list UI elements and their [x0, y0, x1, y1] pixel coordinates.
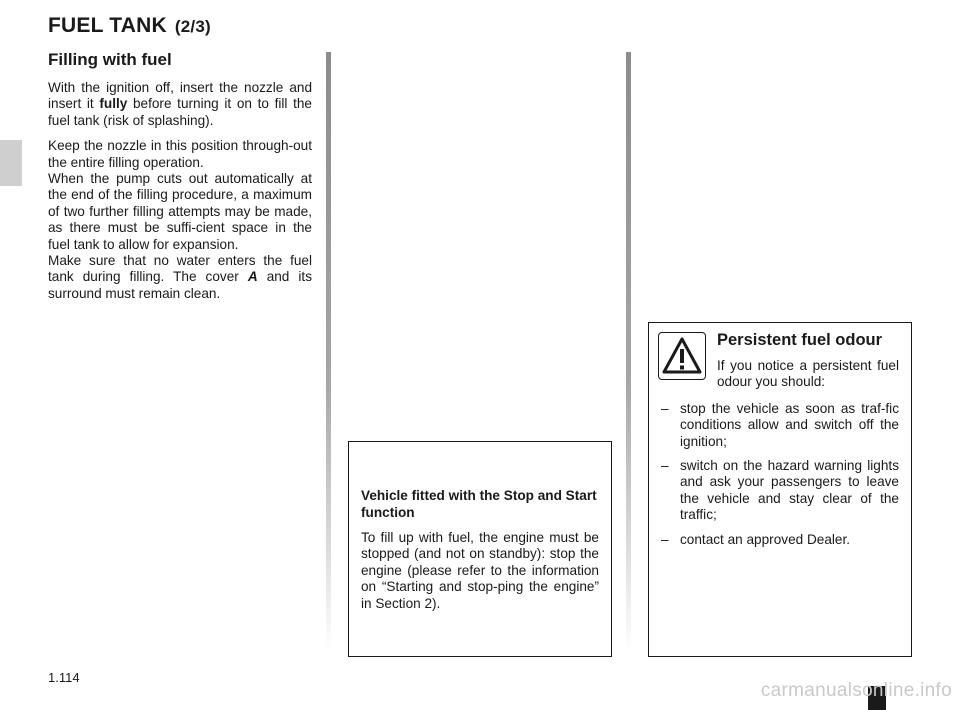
filling-p4-text-a: Make sure that no water enters the fuel tank during filling. The cover: [48, 253, 312, 285]
stop-start-text: To fill up with fuel, the engine must be stopped (and not on standby): stop the engine (please refer to the information on “Starting and stop-ping the engine” in Section 2).: [361, 530, 599, 611]
list-dash: –: [661, 531, 669, 547]
section-tab: [0, 140, 22, 186]
cover-label-a: A: [247, 269, 258, 285]
page-number: 1.114: [48, 670, 80, 685]
list-item: [661, 401, 899, 450]
stop-start-heading: Vehicle fitted with the Stop and Start function: [361, 488, 597, 520]
filling-paragraph-1: [48, 80, 312, 129]
filling-heading: Filling with fuel: [48, 50, 172, 69]
list-item: [661, 458, 899, 524]
list-dash: –: [661, 458, 669, 474]
odour-intro: If you notice a persistent fuel odour you should:: [717, 358, 899, 390]
filling-p1-text-a: With the ignition off, insert the nozzle and insert it: [48, 80, 312, 112]
filling-paragraph-3: When the pump cuts out automatically at the end of the filling procedure, a maximum of two further filling attempts may be made, as there must be suffi-cient space in the fuel tank to allow for expansion.: [48, 171, 312, 252]
list-item: [661, 532, 899, 548]
list-item-text: switch on the hazard warning lights and ask your passengers to leave the vehicle and stay clear of the traffic;: [680, 458, 899, 523]
warning-triangle-icon: [658, 332, 706, 380]
list-item-text: contact an approved Dealer.: [680, 531, 851, 547]
watermark: carmanualsonline.info: [760, 680, 952, 701]
page-title-text: FUEL TANK: [48, 14, 167, 37]
list-item-text: stop the vehicle as soon as traf-fic conditions allow and switch off the ignition;: [680, 400, 899, 449]
filling-section: [48, 50, 312, 311]
filling-p1-bold: fully: [99, 96, 128, 112]
filling-p1-text-b: before turning it on to fill the fuel tank (risk of splashing).: [48, 96, 312, 128]
filling-p4-text-b: and its surround must remain clean.: [48, 269, 312, 301]
column-divider-left: [326, 52, 331, 652]
odour-title: Persistent fuel odour: [717, 331, 883, 349]
stop-start-box: [348, 441, 612, 657]
odour-action-list: [661, 401, 899, 548]
page-title: [48, 14, 211, 38]
filling-paragraph-2: Keep the nozzle in this position through-out the entire filling operation.: [48, 138, 312, 170]
filling-paragraph-4: [48, 253, 312, 302]
odour-header: [717, 331, 899, 391]
list-dash: –: [661, 400, 669, 416]
page-count: (2/3): [174, 17, 211, 36]
column-divider-right: [626, 52, 631, 652]
fuel-odour-warning-box: [648, 322, 912, 657]
